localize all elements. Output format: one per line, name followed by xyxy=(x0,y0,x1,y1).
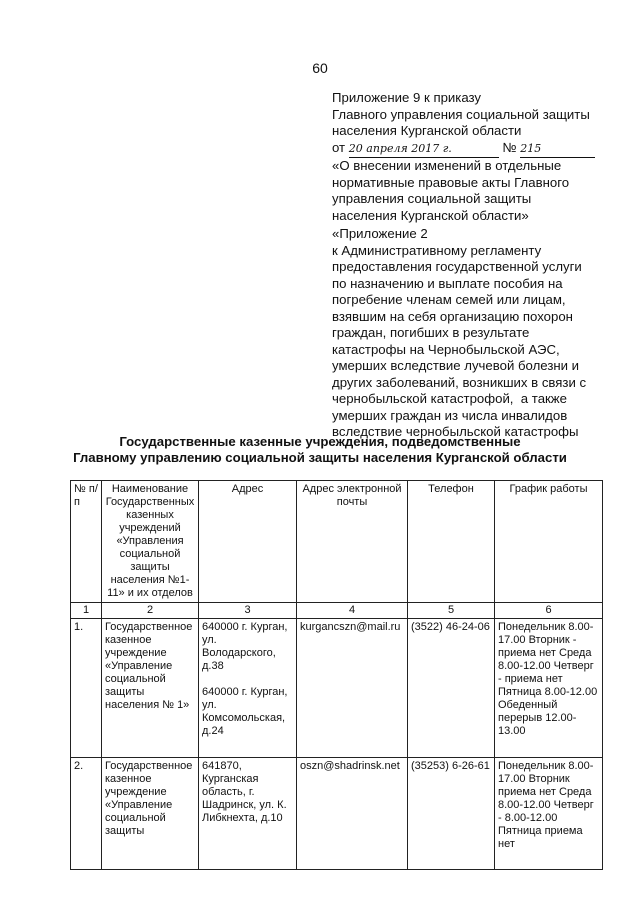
schedule-cell: Понедельник 8.00-17.00 Вторник приема нет Среда 8.00-12.00 Четверг - 8.00-12.00 Пятница приема нет xyxy=(495,758,603,870)
header-cell: № п/п xyxy=(71,481,102,603)
cell: 641870, Курганская область, г. Шадринск, ул. К. Либкнехта, д.10 xyxy=(199,758,297,870)
handwritten-date: 20 апреля 2017 г. xyxy=(349,141,499,159)
column-number: 5 xyxy=(408,603,495,619)
cell: Государственное казенное учреждение «Управление социальной защиты населения № 1» xyxy=(102,619,199,758)
appendix-header xyxy=(332,90,595,224)
number-label: № xyxy=(502,139,517,155)
page-number: 60 xyxy=(312,60,328,76)
cell: 1. xyxy=(71,619,102,758)
column-number: 1 xyxy=(71,603,102,619)
column-number: 2 xyxy=(102,603,199,619)
header-cell: Наименование Государственных казенных учреждений «Управления социальной защиты населения №1-11» и их отделов xyxy=(102,481,199,603)
table-title xyxy=(0,434,640,466)
header-line: Приложение 9 к приказу xyxy=(332,90,482,105)
header-cell: Телефон xyxy=(408,481,495,603)
column-number-row xyxy=(71,603,603,619)
table-row xyxy=(71,619,603,758)
title-line: Главному управлению социальной защиты населения Курганской области xyxy=(73,450,567,465)
email-cell: oszn@shadrinsk.net xyxy=(297,758,408,870)
phone-cell: (3522) 46-24-06 xyxy=(408,619,495,758)
header-row xyxy=(71,481,603,603)
appendix2-text: «Приложение 2 к Административному регламенту предоставления государственной услуги по назначению и выплате пособия на погребение членам семей или лицам, взявшим на себя организацию похорон граждан, погибших в результате катастрофы на Чернобыльской АЭС, умерших вследствие лучевой болезни и других заболеваний, возникших в связи с чернобыльской катастрофой, а также умерших граждан из числа инвалидов вследствие чернобыльской катастрофы xyxy=(332,226,587,439)
order-subject: «О внесении изменений в отдельные нормативные правовые акты Главного управления социальной защиты населения Курганской области» xyxy=(332,158,570,223)
title-line: Государственные казенные учреждения, подведомственные xyxy=(119,434,521,449)
schedule-cell: Понедельник 8.00-17.00 Вторник - приема нет Среда 8.00-12.00 Четверг - приема нет Пятница 8.00-12.00 Обеденный перерыв 12.00-13.00 xyxy=(495,619,603,758)
column-number: 6 xyxy=(495,603,603,619)
table-row xyxy=(71,758,603,870)
header-cell: Адрес электронной почты xyxy=(297,481,408,603)
cell: 2. xyxy=(71,758,102,870)
header-line: Главного управления социальной защиты xyxy=(332,106,590,122)
column-number: 3 xyxy=(199,603,297,619)
header-cell: Адрес xyxy=(199,481,297,603)
handwritten-number: 215 xyxy=(520,141,595,159)
column-number: 4 xyxy=(297,603,408,619)
institutions-table xyxy=(70,480,603,870)
from-label: от xyxy=(332,139,346,155)
email-cell: kurgancszn@mail.ru xyxy=(297,619,408,758)
cell: 640000 г. Курган, ул. Володарского, д.38 640000 г. Курган, ул. Комсомольская, д.24 xyxy=(199,619,297,758)
phone-cell: (35253) 6-26-61 xyxy=(408,758,495,870)
cell: Государственное казенное учреждение «Управление социальной защиты xyxy=(102,758,199,870)
header-line: населения Курганской области xyxy=(332,123,522,138)
header-cell: График работы xyxy=(495,481,603,603)
date-number-line xyxy=(332,140,595,159)
